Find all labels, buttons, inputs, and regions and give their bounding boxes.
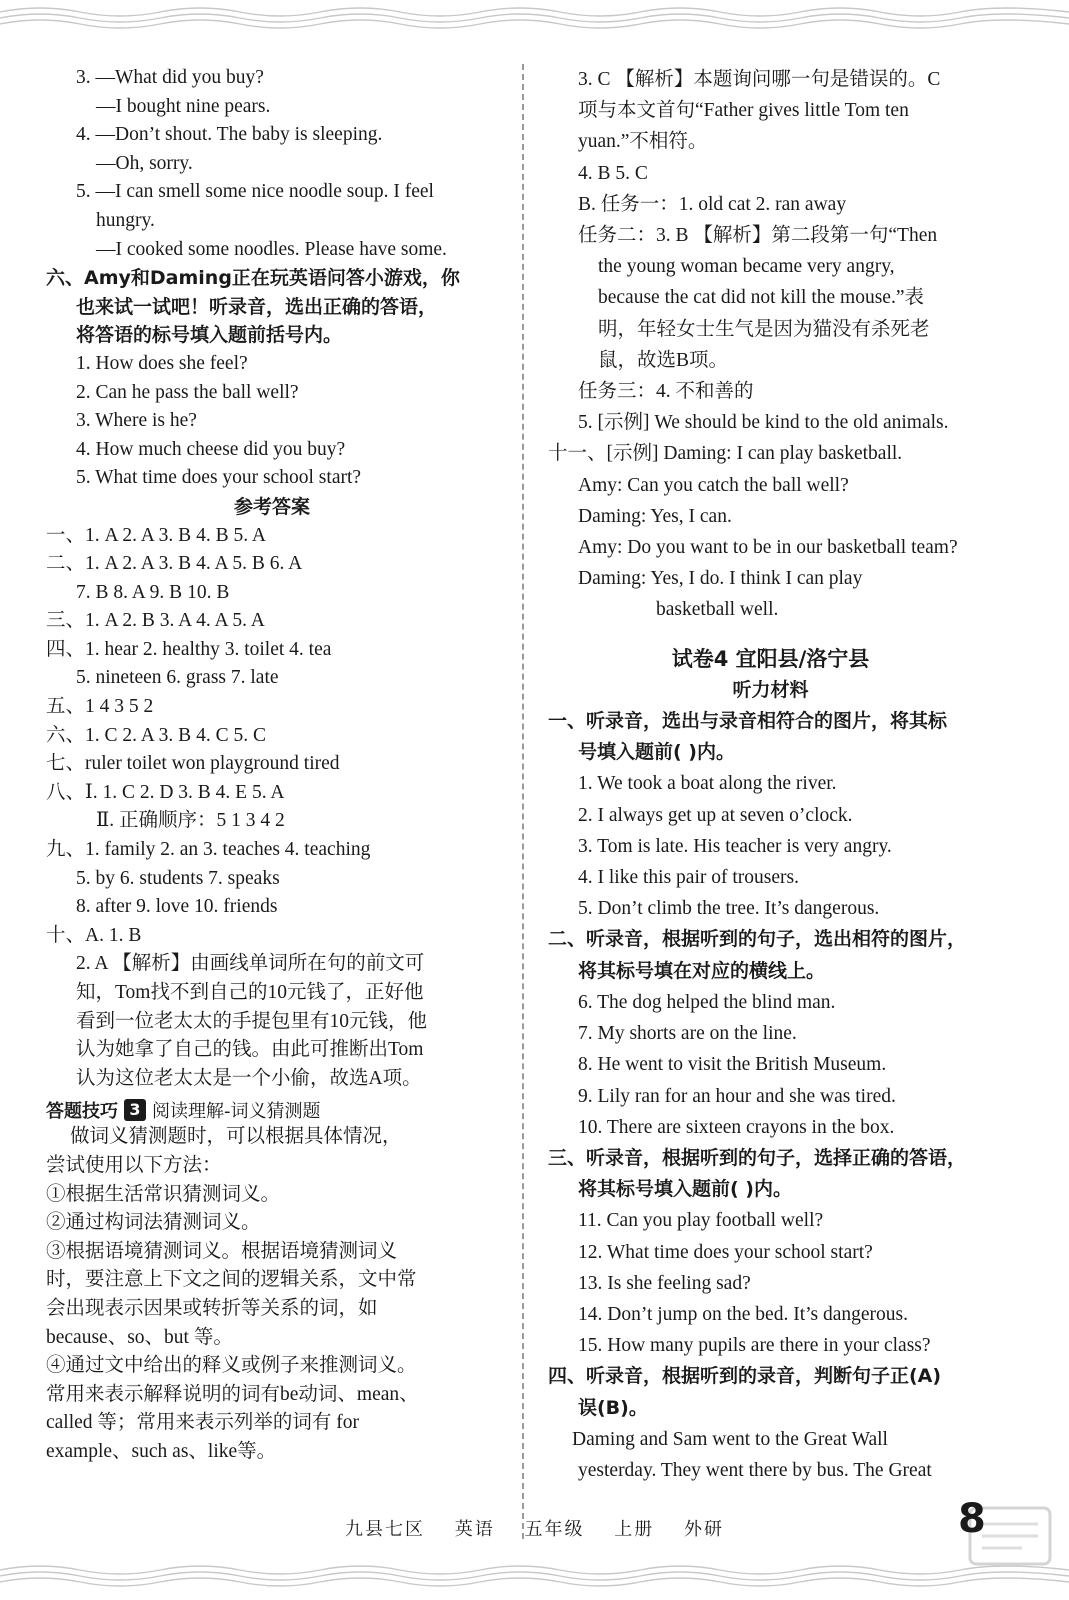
right-column — [548, 64, 993, 1486]
tip-header — [46, 1097, 498, 1123]
text-line: 7. My shorts are on the line. — [578, 1023, 797, 1045]
text-line: 鼠，故选B项。 — [598, 349, 729, 371]
text-line: called 等；常用来表示列举的词有 for — [46, 1412, 360, 1434]
text-line: 会出现表示因果或转折等关系的词，如 — [46, 1297, 378, 1319]
text-line: 四、1. hear 2. healthy 3. toilet 4. tea — [46, 638, 332, 660]
text-line: 七、ruler toilet won playground tired — [46, 753, 340, 775]
text-line: 二、1. A 2. A 3. B 4. A 5. B 6. A — [46, 553, 303, 575]
text-line: the young woman became very angry, — [598, 256, 895, 278]
footer-volume: 上册 — [614, 1519, 655, 1540]
text-line: 8. after 9. love 10. friends — [76, 896, 278, 918]
right-text-block — [548, 64, 993, 626]
text-line: basketball well. — [656, 599, 779, 621]
text-line: 2. I always get up at seven o’clock. — [578, 804, 853, 826]
text-line: yesterday. They went there by bus. The Great — [578, 1459, 932, 1481]
footer-publisher: 外研 — [683, 1519, 724, 1540]
text-line: 三、1. A 2. B 3. A 4. A 5. A — [46, 610, 265, 632]
footer-grade: 五年级 — [524, 1519, 585, 1540]
text-line: 1. We took a boat along the river. — [578, 773, 837, 795]
text-line: —I bought nine pears. — [96, 95, 271, 117]
text-line: Daming: Yes, I do. I think I can play — [578, 568, 863, 590]
text-line: Ⅱ. 正确顺序：5 1 3 4 2 — [96, 810, 285, 832]
text-line: 14. Don’t jump on the bed. It’s dangerous. — [578, 1303, 909, 1325]
text-line: —I cooked some noodles. Please have some. — [96, 238, 447, 260]
text-line: —Oh, sorry. — [96, 152, 193, 174]
text-line: yuan.”不相符。 — [578, 131, 708, 153]
exam-section-title: 试卷4 宜阳县/洛宁县 — [671, 646, 870, 671]
page-footer — [0, 1515, 1069, 1541]
text-line: 5. Don’t climb the tree. It’s dangerous. — [578, 898, 880, 920]
text-line: 9. Lily ran for an hour and she was tired. — [578, 1085, 896, 1107]
footer-region: 九县七区 — [345, 1519, 426, 1540]
text-line: example、such as、like等。 — [46, 1440, 277, 1462]
text-line: 十、A. 1. B — [46, 924, 142, 946]
text-line: 四、听录音，根据听到的录音，判断句子正(A) — [548, 1365, 942, 1388]
text-line: Amy: Do you want to be in our basketball team? — [578, 537, 958, 559]
column-divider — [522, 64, 524, 1539]
text-line: ②通过构词法猜测词义。 — [46, 1212, 261, 1234]
text-line: 做词义猜测题时，可以根据具体情况， — [70, 1126, 402, 1148]
text-line: because the cat did not kill the mouse.”表 — [598, 287, 924, 309]
section-gap — [548, 626, 993, 644]
text-line: 15. How many pupils are there in your class? — [578, 1335, 931, 1357]
text-line: 5. What time does your school start? — [76, 467, 362, 489]
text-line: 知，Tom找不到自己的10元钱了，正好他 — [76, 982, 424, 1003]
listening-material-block — [548, 706, 993, 1486]
tip-number-badge: 3 — [124, 1099, 146, 1121]
text-line: Daming and Sam went to the Great Wall — [572, 1428, 888, 1450]
text-line: 任务二：3. B 【解析】第二段第一句“Then — [578, 225, 938, 247]
text-line: 4. B 5. C — [578, 162, 648, 184]
text-line: 五、1 4 3 5 2 — [46, 696, 154, 718]
text-line: 6. The dog helped the blind man. — [578, 991, 836, 1013]
tip-title: 阅读理解-词义猜测题 — [152, 1101, 321, 1123]
text-line: 2. Can he pass the ball well? — [76, 381, 299, 403]
text-line: 4. I like this pair of trousers. — [578, 867, 799, 889]
text-line: 5. nineteen 6. grass 7. late — [76, 667, 279, 689]
text-line: 一、听录音，选出与录音相符合的图片，将其标 — [548, 710, 948, 733]
text-line: 三、听录音，根据听到的句子，选择正确的答语， — [548, 1146, 967, 1169]
text-line: ④通过文中给出的释义或例子来推测词义。 — [46, 1355, 417, 1377]
text-line: 任务三：4. 不和善的 — [578, 381, 754, 403]
text-line: 10. There are sixteen crayons in the box. — [578, 1116, 895, 1138]
text-line: 时，要注意上下文之间的逻辑关系，文中常 — [46, 1269, 417, 1291]
tip-label: 答题技巧 — [46, 1101, 118, 1123]
text-line: 13. Is she feeling sad? — [578, 1272, 751, 1294]
text-line: 参考答案 — [233, 495, 310, 518]
text-line: 误(B)。 — [578, 1396, 648, 1419]
bottom-decorative-border — [0, 1560, 1069, 1600]
top-decorative-border — [0, 0, 1069, 40]
text-line: 3. —What did you buy? — [76, 67, 264, 88]
text-line: Amy: Can you catch the ball well? — [578, 474, 849, 496]
text-line: 二、听录音，根据听到的句子，选出相符的图片， — [548, 928, 967, 951]
text-line: ③根据语境猜测词义。根据语境猜测词义 — [46, 1240, 398, 1262]
text-line: 3. Where is he? — [76, 410, 197, 432]
text-line: 将答语的标号填入题前括号内。 — [76, 324, 343, 347]
text-line: because、so、but 等。 — [46, 1326, 233, 1348]
text-line: 1. How does she feel? — [76, 352, 248, 374]
text-line: 5. by 6. students 7. speaks — [76, 867, 280, 889]
text-line: ①根据生活常识猜测词义。 — [46, 1183, 281, 1205]
tip-text-block — [46, 1123, 498, 1466]
text-line: 八、Ⅰ. 1. C 2. D 3. B 4. E 5. A — [46, 781, 285, 803]
text-line: Daming: Yes, I can. — [578, 505, 732, 527]
text-line: 常用来表示解释说明的词有be动词、mean、 — [46, 1383, 419, 1405]
text-line: 项与本文首句“Father gives little Tom ten — [578, 100, 909, 122]
text-line: 5. —I can smell some nice noodle soup. I feel — [76, 181, 434, 203]
footer-subject: 英语 — [454, 1519, 495, 1540]
text-line: 5. [示例] We should be kind to the old animals. — [578, 412, 949, 434]
text-line: 11. Can you play football well? — [578, 1210, 824, 1232]
text-line: 尝试使用以下方法： — [46, 1154, 222, 1176]
text-line: 3. Tom is late. His teacher is very angry. — [578, 835, 892, 857]
text-line: 12. What time does your school start? — [578, 1241, 873, 1263]
text-line: B. 任务一：1. old cat 2. ran away — [578, 193, 847, 215]
text-line: 也来试一试吧！听录音，选出正确的答语， — [76, 295, 438, 318]
text-line: 一、1. A 2. A 3. B 4. B 5. A — [46, 524, 266, 546]
exam-section-subtitle: 听力材料 — [732, 678, 809, 701]
text-line: 认为这位老太太是一个小偷，故选A项。 — [76, 1067, 422, 1089]
text-line: 十一、[示例] Daming: I can play basketball. — [548, 443, 903, 465]
text-line: 看到一位老太太的手提包里有10元钱，他 — [76, 1010, 428, 1032]
text-line: 4. How much cheese did you buy? — [76, 438, 346, 460]
left-text-block — [46, 64, 498, 1093]
text-line: 将其标号填入题前( )内。 — [578, 1178, 792, 1201]
text-line: 将其标号填在对应的横线上。 — [578, 959, 826, 982]
text-line: 六、1. C 2. A 3. B 4. C 5. C — [46, 724, 266, 746]
text-line: 认为她拿了自己的钱。由此可推断出Tom — [76, 1039, 424, 1061]
text-line: 3. C 【解析】本题询问哪一句是错误的。C — [578, 69, 941, 90]
text-line: hungry. — [96, 209, 155, 231]
text-line: 7. B 8. A 9. B 10. B — [76, 581, 230, 603]
text-line: 2. A 【解析】由画线单词所在句的前文可 — [76, 953, 425, 975]
left-column — [46, 64, 498, 1467]
text-line: 九、1. family 2. an 3. teaches 4. teaching — [46, 839, 371, 861]
text-line: 明，年轻女士生气是因为猫没有杀死老 — [598, 318, 930, 340]
page-number: 8 — [958, 1496, 986, 1542]
text-line: 8. He went to visit the British Museum. — [578, 1054, 887, 1076]
text-line: 号填入题前( )内。 — [578, 741, 735, 764]
text-line: 六、Amy和Daming正在玩英语问答小游戏，你 — [46, 267, 460, 290]
text-line: 4. —Don’t shout. The baby is sleeping. — [76, 124, 383, 146]
